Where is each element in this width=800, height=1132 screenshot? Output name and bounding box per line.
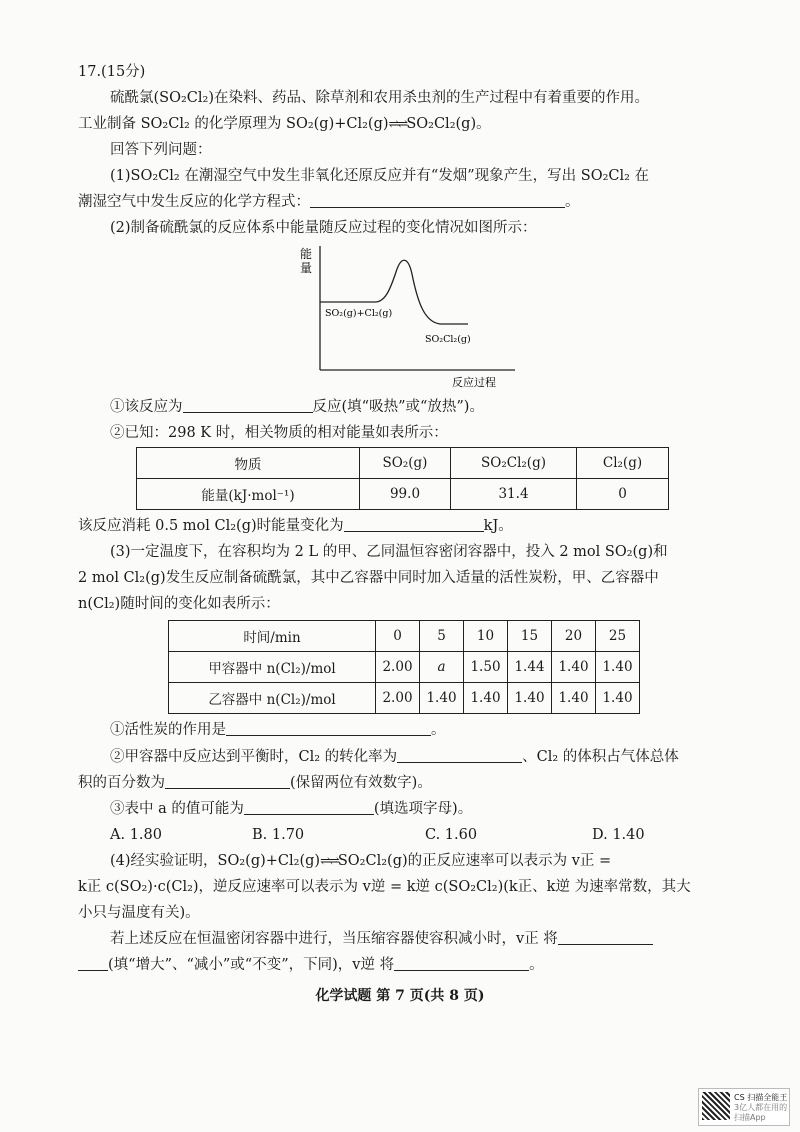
answer-blank-option[interactable] xyxy=(244,800,374,815)
watermark-line-2: 3亿人都在用的扫描App xyxy=(734,1103,788,1122)
part3-q2-continuation: 、Cl₂ 的体积占气体总体 xyxy=(522,749,679,765)
energy-table xyxy=(136,447,669,510)
reaction-product: SO₂Cl₂(g)。 xyxy=(406,116,491,132)
products-label: SO₂Cl₂(g) xyxy=(425,334,471,345)
question-number: 17.(15分) xyxy=(78,64,146,80)
watermark-line-1: CS 扫描全能王 xyxy=(734,1093,788,1102)
option-d[interactable]: D. 1.40 xyxy=(592,827,645,843)
table-cell: 1.40 xyxy=(596,652,640,683)
table-cell: 1.40 xyxy=(596,683,640,714)
table-cell: 能量(kJ·mol⁻¹) xyxy=(137,479,360,510)
option-b[interactable]: B. 1.70 xyxy=(252,827,305,843)
equilibrium-arrow-icon: ⇌⇌ xyxy=(388,117,407,132)
part2-line-1: (2)制备硫酰氯的反应体系中能量随反应过程的变化情况如图所示： xyxy=(110,220,537,236)
x-axis-label: 反应过程 xyxy=(452,376,496,389)
part1-line-1: (1)SO₂Cl₂ 在潮湿空气中发生非氧化还原反应并有“发烟”现象产生，写出 SO₂Cl₂ 在 xyxy=(110,168,650,184)
table-header: 物质 xyxy=(137,448,360,479)
part3-q1 xyxy=(110,720,446,740)
answer-blank-carbon[interactable] xyxy=(226,721,431,736)
reactants-label: SO₂(g)+Cl₂(g) xyxy=(325,308,393,319)
part3-q2-prompt-2: 积的百分数为 xyxy=(78,775,165,791)
table-cell: 1.40 xyxy=(508,683,552,714)
option-c[interactable]: C. 1.60 xyxy=(425,827,478,843)
table-cell: 2.00 xyxy=(376,683,420,714)
part3-q3 xyxy=(110,799,472,819)
table-row xyxy=(169,652,640,683)
answer-blank-energy[interactable] xyxy=(344,517,484,532)
page-footer: 化学试题 第 7 页(共 8 页) xyxy=(315,988,485,1004)
table-header: Cl₂(g) xyxy=(577,448,669,479)
part3-q2-hint: (保留两位有效数字)。 xyxy=(290,775,432,791)
table-row xyxy=(169,683,640,714)
table-row xyxy=(169,621,640,652)
y-label-top: 能 xyxy=(300,247,313,261)
part2-q2-prompt: 该反应消耗 0.5 mol Cl₂(g)时能量变化为 xyxy=(78,518,344,534)
part2-q2-blank-line xyxy=(78,516,513,536)
y-label-bottom: 量 xyxy=(300,261,313,275)
table-cell: 99.0 xyxy=(360,479,451,510)
table-cell: 1.44 xyxy=(508,652,552,683)
table-cell: 1.40 xyxy=(552,652,596,683)
table-cell: 1.40 xyxy=(464,683,508,714)
part4-line-1 xyxy=(110,851,611,872)
part3-q3-hint: (填选项字母)。 xyxy=(373,801,473,817)
answer-blank-reverse-rate[interactable] xyxy=(394,956,529,971)
energy-diagram xyxy=(290,238,520,390)
part3-line-1: (3)一定温度下，在容积均为 2 L 的甲、乙同温恒容密闭容器中，投入 2 mol SO₂(g)和 xyxy=(110,544,668,560)
table-header: 15 xyxy=(508,621,552,652)
answer-blank-equation[interactable] xyxy=(310,193,565,208)
table-header: 时间/min xyxy=(169,621,376,652)
answer-prompt: 回答下列问题： xyxy=(110,142,212,158)
part1-prompt: 潮湿空气中发生反应的化学方程式： xyxy=(78,194,310,210)
table-row xyxy=(137,448,669,479)
answer-blank-forward-rate[interactable] xyxy=(558,930,653,945)
table-header: SO₂Cl₂(g) xyxy=(451,448,577,479)
part3-line-2: 2 mol Cl₂(g)发生反应制备硫酰氯，其中乙容器中同时加入适量的活性炭粉，甲、乙容器中 xyxy=(78,570,659,586)
period: 。 xyxy=(529,957,544,973)
table-header: 0 xyxy=(376,621,420,652)
period: 。 xyxy=(431,722,446,738)
scanner-watermark xyxy=(698,1088,790,1126)
scanner-watermark-text xyxy=(734,1093,789,1123)
part4-hint: (填“增大”、“减小”或“不变”，下同)，v逆 将 xyxy=(108,957,395,973)
table-header: 5 xyxy=(420,621,464,652)
part4-reaction: (4)经实验证明，SO₂(g)+Cl₂(g) xyxy=(110,853,321,869)
part2-q1 xyxy=(110,397,484,417)
table-cell: 甲容器中 n(Cl₂)/mol xyxy=(169,652,376,683)
reaction-text: 工业制备 SO₂Cl₂ 的化学原理为 SO₂(g)+Cl₂(g) xyxy=(78,116,389,132)
table-row xyxy=(137,479,669,510)
part4-line-2: k正 c(SO₂)·c(Cl₂)，逆反应速率可以表示为 v逆 = k逆 c(SO₂Cl₂)(k正、k逆 为速率常数，其大 xyxy=(78,879,691,895)
equilibrium-arrow-icon: ⇌⇌ xyxy=(320,854,338,869)
table-cell: 2.00 xyxy=(376,652,420,683)
table-cell: 0 xyxy=(577,479,669,510)
table-cell: 1.50 xyxy=(464,652,508,683)
intro-line-1: 硫酰氯(SO₂Cl₂)在染料、药品、除草剂和农用杀虫剂的生产过程中有着重要的作用。 xyxy=(110,90,649,106)
part2-q1-prompt: ①该反应为 xyxy=(110,399,183,415)
table-cell: 31.4 xyxy=(451,479,577,510)
answer-blank-forward-rate-cont[interactable] xyxy=(78,956,108,971)
qr-code-icon xyxy=(702,1092,730,1120)
part3-q2-line-2 xyxy=(78,773,432,793)
table-cell: 1.40 xyxy=(552,683,596,714)
table-cell: 乙容器中 n(Cl₂)/mol xyxy=(169,683,376,714)
part2-q2: ②已知：298 K 时，相关物质的相对能量如表所示： xyxy=(110,425,448,441)
part3-q2-line-1 xyxy=(110,747,679,767)
option-a[interactable]: A. 1.80 xyxy=(110,827,162,843)
table-header: 20 xyxy=(552,621,596,652)
part4-rate-forward: SO₂Cl₂(g)的正反应速率可以表示为 v正 = xyxy=(337,853,612,869)
unit-kj: kJ。 xyxy=(483,518,513,534)
intro-line-2 xyxy=(78,114,491,135)
table-cell: 1.40 xyxy=(420,683,464,714)
part3-line-3: n(Cl₂)随时间的变化如表所示： xyxy=(78,596,280,612)
part2-q1-hint: 反应(填“吸热”或“放热”)。 xyxy=(312,399,484,415)
part4-line-3: 小只与温度有关)。 xyxy=(78,905,200,921)
part4-prompt: 若上述反应在恒温密闭容器中进行，当压缩容器使容积减小时，v正 将 xyxy=(110,931,558,947)
part3-q3-prompt: ③表中 a 的值可能为 xyxy=(110,801,244,817)
table-cell: a xyxy=(420,652,464,683)
table-header: 10 xyxy=(464,621,508,652)
table-header: SO₂(g) xyxy=(360,448,451,479)
answer-blank-heat[interactable] xyxy=(183,398,313,413)
table-header: 25 xyxy=(596,621,640,652)
period: 。 xyxy=(565,194,580,210)
time-table xyxy=(168,620,640,714)
part4-line-5 xyxy=(78,955,544,975)
answer-blank-conversion[interactable] xyxy=(397,748,522,763)
part4-line-4 xyxy=(110,929,653,949)
part3-q1-prompt: ①活性炭的作用是 xyxy=(110,722,226,738)
part3-q2-prompt: ②甲容器中反应达到平衡时，Cl₂ 的转化率为 xyxy=(110,749,398,765)
part1-line-2 xyxy=(78,192,580,212)
answer-blank-volume-percent[interactable] xyxy=(165,774,290,789)
